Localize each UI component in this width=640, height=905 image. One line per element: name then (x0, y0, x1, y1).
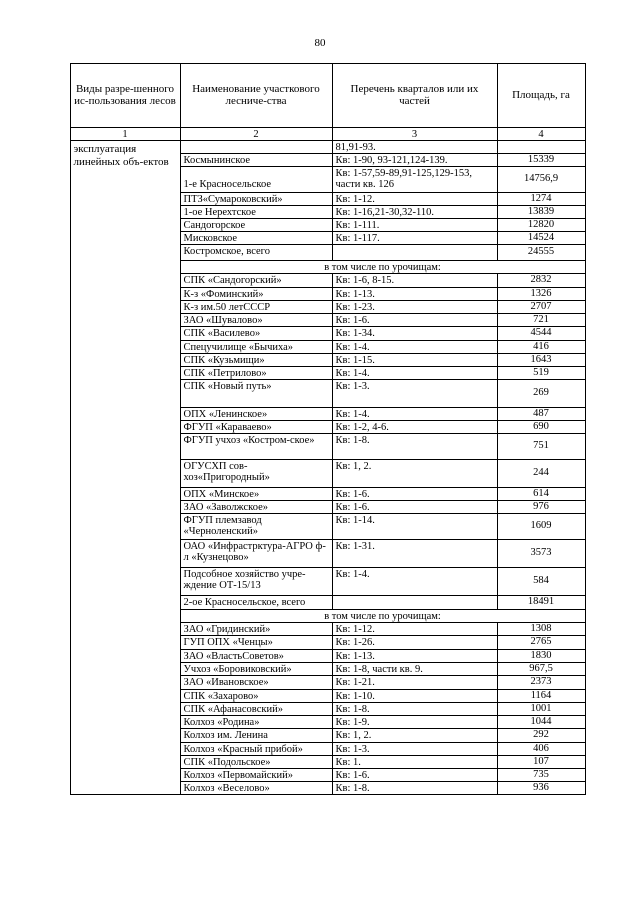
forestry-name: ЗАО «Гридинский» (180, 622, 333, 636)
area-value: 292 (497, 728, 586, 743)
quarters-list (332, 595, 498, 610)
forestry-name: Спецучилище «Бычиха» (180, 340, 333, 354)
forestry-name: 1-ое Нерехтское (180, 205, 333, 219)
area-value: 1308 (497, 622, 586, 636)
forestry-name: ОПХ «Минское» (180, 487, 333, 501)
area-value: 976 (497, 500, 586, 514)
forestry-name: СПК «Новый путь» (180, 379, 333, 408)
area-value: 3573 (497, 539, 586, 568)
forestry-name: Космынинское (180, 153, 333, 167)
quarters-list: Кв: 1, 2. (332, 459, 498, 488)
forestry-name: СПК «Петрилово» (180, 366, 333, 380)
forestry-name: ОАО «Инфрастрктура-АГРО ф-л «Кузнецово» (180, 539, 333, 568)
area-value: 2707 (497, 300, 586, 314)
quarters-list: Кв: 1-9. (332, 715, 498, 729)
quarters-list: Кв: 1-3. (332, 379, 498, 408)
forestry-name: Колхоз им. Ленина (180, 728, 333, 743)
quarters-list: Кв: 1-3. (332, 742, 498, 756)
quarters-list: Кв: 1-21. (332, 675, 498, 690)
forestry-name: ФГУП племзавод «Черноленский» (180, 513, 333, 540)
forestry-name: ГУП ОПХ «Ченцы» (180, 635, 333, 650)
quarters-list: Кв: 1-34. (332, 326, 498, 341)
forestry-name: ЗАО «Ивановское» (180, 675, 333, 690)
column-number: 1 (70, 127, 181, 141)
header-c1: Виды разре-шенного ис-пользования лесов (70, 63, 181, 128)
quarters-list: Кв: 1-23. (332, 300, 498, 314)
area-value: 735 (497, 768, 586, 782)
quarters-list: Кв: 1-26. (332, 635, 498, 650)
section-heading: в том числе по урочищам: (180, 609, 586, 623)
forestry-name: Колхоз «Красный прибой» (180, 742, 333, 756)
area-value: 721 (497, 313, 586, 327)
area-value: 18491 (497, 595, 586, 610)
quarters-list: Кв: 1-90, 93-121,124-139. (332, 153, 498, 167)
area-value: 487 (497, 407, 586, 421)
area-value: 244 (497, 459, 586, 488)
section-heading: в том числе по урочищам: (180, 260, 586, 274)
forestry-name: К-з им.50 летСССР (180, 300, 333, 314)
quarters-list: Кв: 1-8. (332, 702, 498, 716)
quarters-list: Кв: 1-31. (332, 539, 498, 568)
forestry-name: ЗАО «Заволжское» (180, 500, 333, 514)
area-value: 12820 (497, 218, 586, 232)
quarters-list: Кв: 1-4. (332, 407, 498, 421)
forestry-name: Колхоз «Первомайский» (180, 768, 333, 782)
area-value: 24555 (497, 244, 586, 261)
quarters-list (332, 244, 498, 261)
area-value: 2373 (497, 675, 586, 690)
forestry-name: СПК «Василево» (180, 326, 333, 341)
area-value: 2832 (497, 273, 586, 288)
forestry-name: СПК «Подольское» (180, 755, 333, 769)
area-value: 1274 (497, 192, 586, 206)
forestry-name: СПК «Кузьмищи» (180, 353, 333, 367)
area-value: 15339 (497, 153, 586, 167)
forestry-name: ФГУП «Караваево» (180, 420, 333, 434)
area-value: 1044 (497, 715, 586, 729)
area-value: 1609 (497, 513, 586, 540)
quarters-list: Кв: 1-6. (332, 313, 498, 327)
quarters-list: Кв: 1-117. (332, 231, 498, 245)
quarters-list: Кв: 1, 2. (332, 728, 498, 743)
quarters-list: Кв: 1-8, части кв. 9. (332, 662, 498, 676)
quarters-list: 81,91-93. (332, 140, 498, 154)
forestry-name: ЗАО «Шувалово» (180, 313, 333, 327)
quarters-list: Кв: 1-2, 4-6. (332, 420, 498, 434)
area-value: 936 (497, 781, 586, 795)
forestry-name: 1-е Красносельское (180, 166, 333, 193)
forestry-name: К-з «Фоминский» (180, 287, 333, 301)
use-type-cell: эксплуатация линейных объ-ектов (70, 140, 181, 795)
area-value: 269 (497, 379, 586, 408)
column-number: 2 (180, 127, 333, 141)
area-value: 1830 (497, 649, 586, 663)
forestry-name: ПТЗ«Сумароковский» (180, 192, 333, 206)
area-value: 584 (497, 567, 586, 596)
quarters-list: Кв: 1-6. (332, 768, 498, 782)
forestry-name: Костромское, всего (180, 244, 333, 261)
quarters-list: Кв: 1-111. (332, 218, 498, 232)
quarters-list: Кв: 1-13. (332, 649, 498, 663)
area-value: 690 (497, 420, 586, 434)
quarters-list: Кв: 1-6. (332, 500, 498, 514)
quarters-list: Кв: 1-14. (332, 513, 498, 540)
forestry-name: Колхоз «Веселово» (180, 781, 333, 795)
column-number: 4 (497, 127, 586, 141)
area-value: 107 (497, 755, 586, 769)
quarters-list: Кв: 1-12. (332, 192, 498, 206)
quarters-list: Кв: 1-12. (332, 622, 498, 636)
quarters-list: Кв: 1-57,59-89,91-125,129-153, части кв. 126 (332, 166, 498, 193)
quarters-list: Кв: 1-4. (332, 340, 498, 354)
area-value: 751 (497, 433, 586, 460)
forestry-name: Сандогорское (180, 218, 333, 232)
quarters-list: Кв: 1-4. (332, 567, 498, 596)
area-value: 1001 (497, 702, 586, 716)
area-value: 614 (497, 487, 586, 501)
quarters-list: Кв: 1-6. (332, 487, 498, 501)
forestry-name: Мисковское (180, 231, 333, 245)
area-value: 1164 (497, 689, 586, 703)
header-c2: Наименование участкового лесниче-ства (180, 63, 333, 128)
forestry-name: СПК «Афанасовский» (180, 702, 333, 716)
forestry-name: ЗАО «ВластьСоветов» (180, 649, 333, 663)
forestry-name: 2-ое Красносельское, всего (180, 595, 333, 610)
area-value: 519 (497, 366, 586, 380)
forestry-name: Колхоз «Родина» (180, 715, 333, 729)
quarters-list: Кв: 1-8. (332, 433, 498, 460)
forestry-name: СПК «Захарово» (180, 689, 333, 703)
quarters-list: Кв: 1-13. (332, 287, 498, 301)
forestry-name (180, 140, 333, 154)
column-number: 3 (332, 127, 498, 141)
area-value: 416 (497, 340, 586, 354)
quarters-list: Кв: 1-10. (332, 689, 498, 703)
area-value: 4544 (497, 326, 586, 341)
header-c3: Перечень кварталов или их частей (332, 63, 498, 128)
forestry-name: Учхоз «Боровиковский» (180, 662, 333, 676)
forestry-name: ОГУСХП сов-хоз«Пригородный» (180, 459, 333, 488)
area-value: 14756,9 (497, 166, 586, 193)
forestry-name: ФГУП учхоз «Костром-ское» (180, 433, 333, 460)
quarters-list: Кв: 1-16,21-30,32-110. (332, 205, 498, 219)
page-number: 80 (314, 37, 326, 49)
quarters-list: Кв: 1-6, 8-15. (332, 273, 498, 288)
quarters-list: Кв: 1. (332, 755, 498, 769)
area-value: 406 (497, 742, 586, 756)
area-value (497, 140, 586, 154)
area-value: 1643 (497, 353, 586, 367)
header-c4: Площадь, га (497, 63, 586, 128)
area-value: 2765 (497, 635, 586, 650)
quarters-list: Кв: 1-15. (332, 353, 498, 367)
quarters-list: Кв: 1-4. (332, 366, 498, 380)
forestry-name: Подсобное хозяйство учре-ждение ОТ-15/13 (180, 567, 333, 596)
area-value: 13839 (497, 205, 586, 219)
quarters-list: Кв: 1-8. (332, 781, 498, 795)
forestry-name: СПК «Сандогорский» (180, 273, 333, 288)
forestry-name: ОПХ «Ленинское» (180, 407, 333, 421)
area-value: 1326 (497, 287, 586, 301)
area-value: 967,5 (497, 662, 586, 676)
area-value: 14524 (497, 231, 586, 245)
